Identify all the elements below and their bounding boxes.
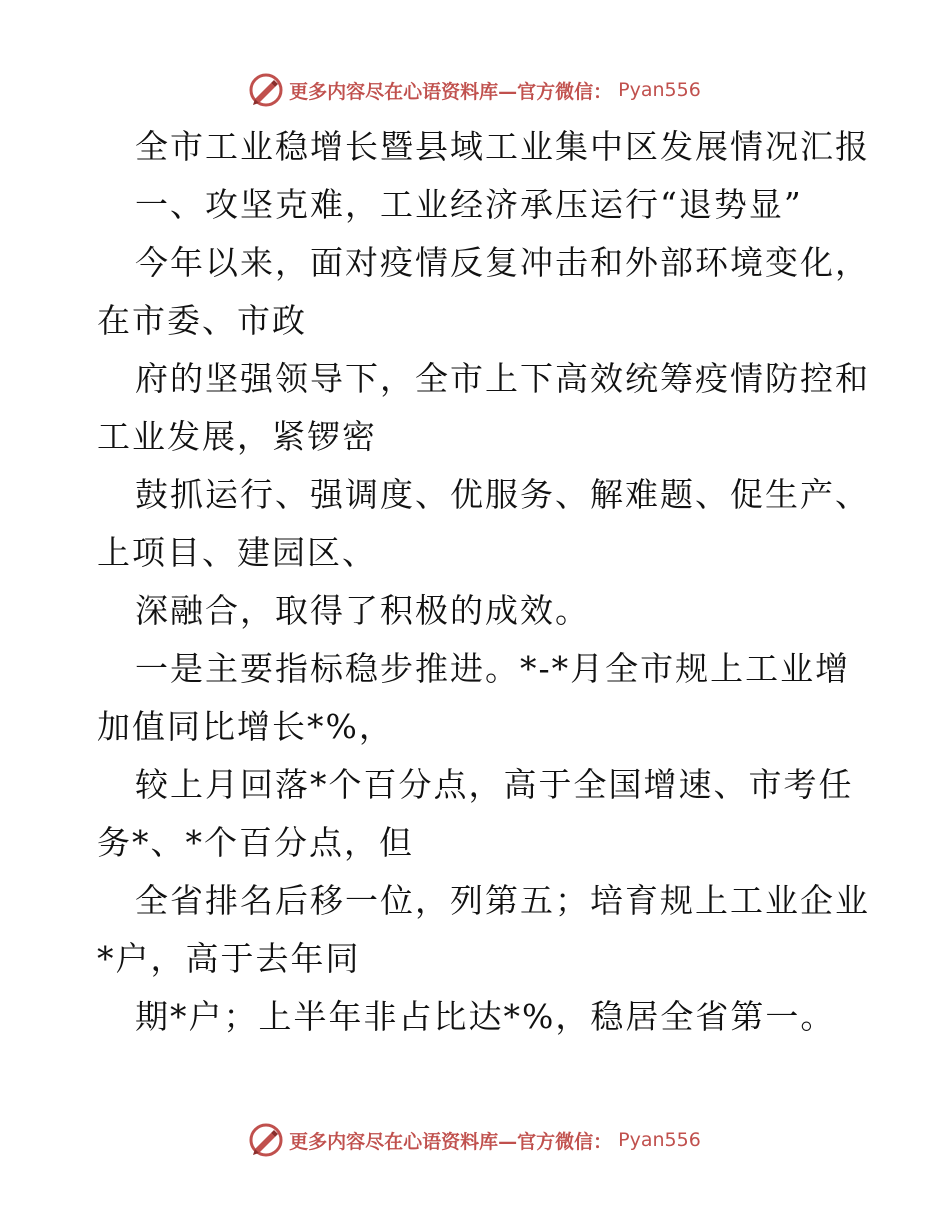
paragraph-line: 在市委、市政	[97, 301, 307, 340]
paragraph-line: 期*户；上半年非占比达*%，稳居全省第一。	[135, 997, 836, 1036]
watermark-group	[249, 73, 701, 107]
paragraph-line: 鼓抓运行、强调度、优服务、解难题、促生产、	[135, 475, 870, 514]
pen-logo-icon	[249, 1123, 283, 1157]
paragraph-line: 工业发展，紧锣密	[97, 417, 377, 456]
paragraph-line: 务*、*个百分点，但	[97, 823, 414, 862]
pen-logo-icon	[249, 73, 283, 107]
paragraph-line: 上项目、建园区、	[97, 533, 377, 572]
watermark-wechat-id: Pyan556	[618, 1129, 701, 1151]
paragraph-line: 全省排名后移一位，列第五；培育规上工业企业	[135, 881, 870, 920]
watermark-header	[0, 70, 950, 110]
document-title: 全市工业稳增长暨县域工业集中区发展情况汇报	[135, 127, 870, 166]
paragraph-line: 一是主要指标稳步推进。*-*月全市规上工业增	[135, 649, 851, 688]
watermark-text: 更多内容尽在心语资料库—官方微信：	[289, 1130, 613, 1153]
watermark-text: 更多内容尽在心语资料库—官方微信：	[289, 80, 613, 103]
paragraph-line: 今年以来，面对疫情反复冲击和外部环境变化，	[135, 243, 870, 282]
paragraph-line: 加值同比增长*%，	[97, 707, 394, 746]
watermark-footer	[0, 1120, 950, 1160]
paragraph-line: 较上月回落*个百分点，高于全国增速、市考任	[135, 765, 854, 804]
watermark-group	[249, 1123, 701, 1157]
paragraph-line: 深融合，取得了积极的成效。	[135, 591, 590, 630]
document-body	[97, 118, 870, 1046]
section-heading: 一、攻坚克难，工业经济承压运行“退势显”	[135, 185, 803, 224]
watermark-wechat-id: Pyan556	[618, 79, 701, 101]
paragraph-line: 府的坚强领导下，全市上下高效统筹疫情防控和	[135, 359, 870, 398]
paragraph-line: *户，高于去年同	[97, 939, 361, 978]
